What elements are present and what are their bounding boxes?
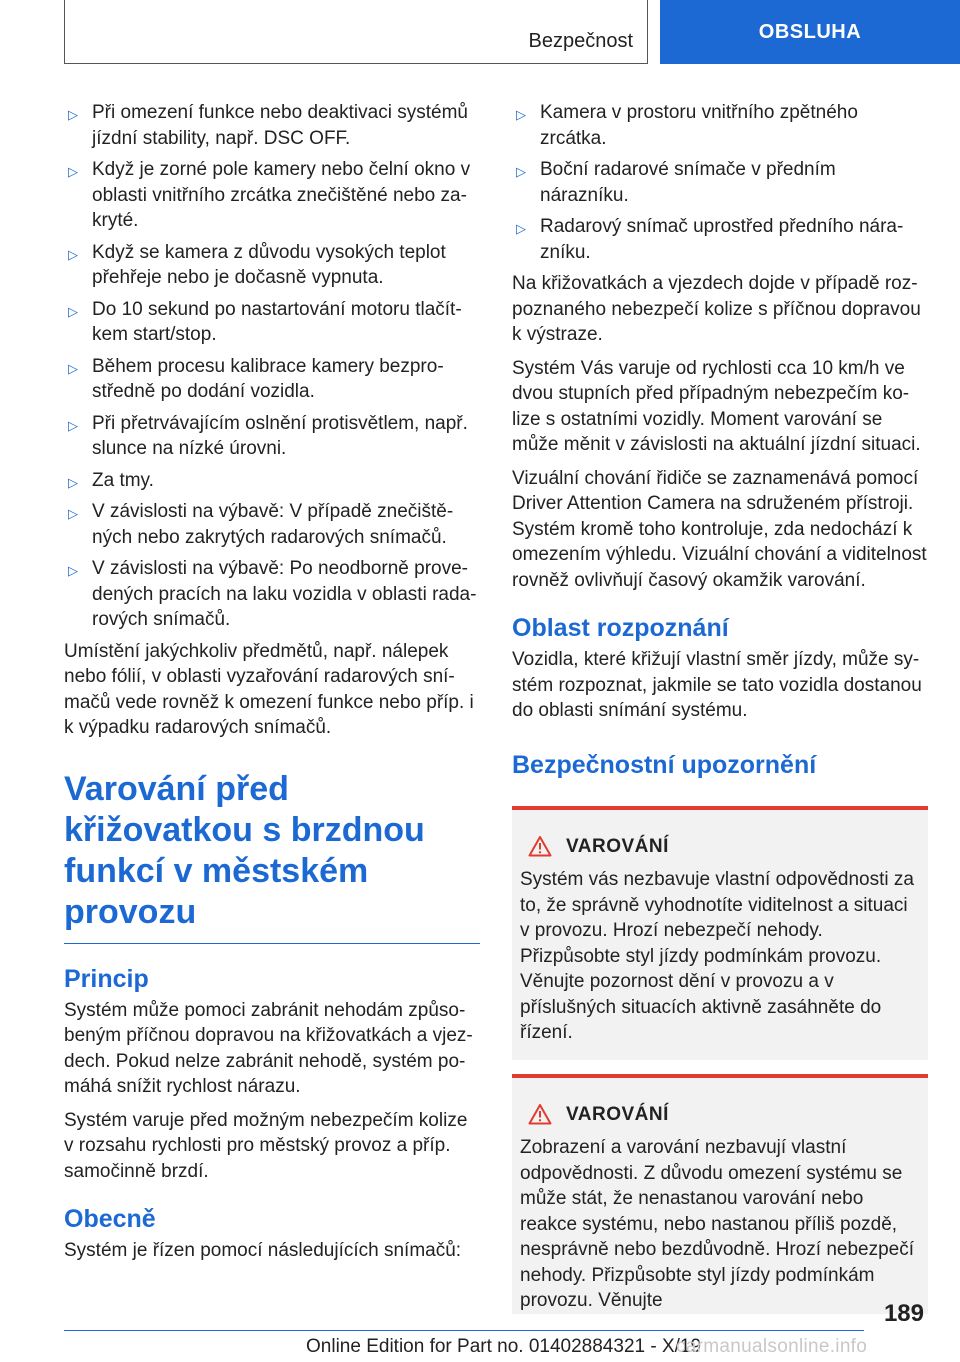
triangle-bullet-icon: ▷ bbox=[516, 221, 526, 236]
list-item: ▷ V závislosti na výbavě: V případě znečištěných nebo zakrytých radarových snímačů. bbox=[68, 501, 454, 548]
safety-heading: Bezpečnostní upozornění bbox=[512, 750, 817, 779]
paragraph: Na křižovatkách a vjezdech dojde v případě rozpoznaného nebezpečí kolize s příčnou dopravou k výstraze. bbox=[512, 273, 921, 345]
list-item: ▷ Do 10 sekund po nastartování motoru tlačítkem start/stop. bbox=[68, 298, 462, 345]
paragraph: Systém varuje před možným nebezpečím kolize v rozsahu rychlosti pro městský provoz a příp. samočinně brzdí. bbox=[64, 1109, 468, 1182]
warning-title-row bbox=[520, 1102, 920, 1128]
paragraph: Systém Vás varuje od rychlosti cca 10 km/h ve dvou stupních před případným nebezpečím kolize s ostatními vozidly. Moment varování se může měnit v závislosti na aktuální jízdní situaci. bbox=[512, 357, 921, 455]
triangle-bullet-icon: ▷ bbox=[516, 164, 526, 179]
warning-title: VAROVÁNÍ bbox=[566, 1103, 669, 1125]
triangle-bullet-icon: ▷ bbox=[68, 164, 78, 179]
main-heading: Varování před křižovatkou s brzdnou funkcí v městském provozu bbox=[64, 769, 480, 944]
list-item: ▷ Když se kamera z důvodu vysokých teplot přehřeje nebo je dočasně vypnuta. bbox=[68, 241, 446, 288]
paragraph: Vizuální chování řidiče se zaznamenává pomocí Driver Attention Camera na sdruženém přístroji. Systém kromě toho kontroluje, zda nedochází k omezením výhledu. Vizuální chování a viditelnost rovněž ovlivňují časový okamžik varování. bbox=[512, 467, 927, 591]
list-item: ▷ Při omezení funkce nebo deaktivaci systémů jízdní stability, např. DSC OFF. bbox=[68, 102, 468, 149]
paragraph: Umístění jakýchkoliv předmětů, např. nálepek nebo fólií, v oblasti vyzařování radarových snímačů vede rovněž k omezení funkce nebo příp. i k výpadku radarových snímačů. bbox=[64, 640, 474, 738]
list-item: ▷ Když je zorné pole kamery nebo čelní okno v oblasti vnitřního zrcátka znečištěné nebo zakryté. bbox=[68, 159, 471, 231]
paragraph: Vozidla, které křižují vlastní směr jízdy, může systém rozpoznat, jakmile se tato vozidla dostanou do oblasti snímání systému. bbox=[512, 649, 922, 721]
triangle-bullet-icon: ▷ bbox=[68, 107, 78, 122]
list-item: ▷ Kamera v prostoru vnitřního zpětného zrcátka. bbox=[516, 102, 858, 149]
chapter-tab[interactable]: OBSLUHA bbox=[660, 0, 960, 64]
warning-text: Systém vás nezbavuje vlastní odpovědnosti za to, že správně vyhodnotíte viditelnost a situaci v provozu. Hrozí nebezpečí nehody. Přizpůsobte styl jízdy podmínkám provozu. Věnujte pozornost dění v provozu a v příslušných situacích aktivně zasáhněte do řízení. bbox=[520, 869, 914, 1043]
header-box bbox=[64, 0, 648, 64]
watermark[interactable]: carmanualsonline.info bbox=[676, 1336, 868, 1357]
paragraph: Systém může pomoci zabránit nehodám způsobeným příčnou dopravou na křižovatkách a vjezdech. Pokud nelze zabránit nehodě, systém pomáhá snížit rychlost nárazu. bbox=[64, 999, 473, 1097]
paragraph: Systém je řízen pomocí následujících snímačů: bbox=[64, 1240, 462, 1261]
triangle-bullet-icon: ▷ bbox=[68, 360, 78, 376]
general-heading: Obecně bbox=[64, 1205, 156, 1233]
triangle-bullet-icon: ▷ bbox=[68, 506, 78, 521]
warning-box bbox=[512, 806, 928, 1060]
section-title: Bezpečnost bbox=[528, 30, 633, 52]
footer-divider bbox=[64, 1330, 864, 1331]
warning-title: VAROVÁNÍ bbox=[566, 835, 669, 857]
warning-title-row bbox=[520, 834, 920, 860]
area-heading: Oblast rozpoznání bbox=[512, 614, 729, 642]
list-item: ▷ Během procesu kalibrace kamery bezprostředně po dodání vozidla. bbox=[68, 355, 444, 402]
triangle-bullet-icon: ▷ bbox=[68, 474, 78, 490]
list-item: ▷ V závislosti na výbavě: Po neodborně provedených pracích na laku vozidla v oblasti radarových snímačů. bbox=[68, 558, 477, 630]
page-number: 189 bbox=[883, 1300, 924, 1327]
warning-triangle-icon bbox=[528, 835, 552, 857]
edition-text: Online Edition for Part no. 01402884321 - X/19 bbox=[306, 1336, 702, 1357]
triangle-bullet-icon: ▷ bbox=[68, 303, 78, 319]
list-item: ▷ Za tmy. bbox=[64, 468, 480, 494]
triangle-bullet-icon: ▷ bbox=[68, 563, 78, 578]
list-item: ▷ Radarový snímač uprostřed předního nárazníku. bbox=[516, 216, 904, 263]
list-item: ▷ Boční radarové snímače v předním nárazníku. bbox=[516, 159, 836, 206]
warning-text: Zobrazení a varování nezbavují vlastní odpovědnosti. Z důvodu omezení systému se může stát, že nenastanou varování nebo reakce systému, nebo nastanou příliš pozdě, nesprávně nebo bezdůvodně. Hrozí nebezpečí nehody. Přizpůsobte styl jízdy podmínkám provozu. Věnujte bbox=[520, 1137, 914, 1311]
right-column bbox=[512, 100, 928, 1314]
sensors-list bbox=[512, 100, 928, 265]
warning-box bbox=[512, 1074, 928, 1314]
left-column bbox=[64, 100, 480, 1272]
triangle-bullet-icon: ▷ bbox=[68, 246, 78, 262]
warning-triangle-icon bbox=[528, 1103, 552, 1125]
limitations-list bbox=[64, 100, 480, 633]
principle-heading: Princip bbox=[64, 964, 149, 993]
triangle-bullet-icon: ▷ bbox=[68, 417, 78, 433]
triangle-bullet-icon: ▷ bbox=[516, 107, 526, 122]
list-item: ▷ Při přetrvávajícím oslnění protisvětlem, např. slunce na nízké úrovni. bbox=[68, 412, 468, 459]
